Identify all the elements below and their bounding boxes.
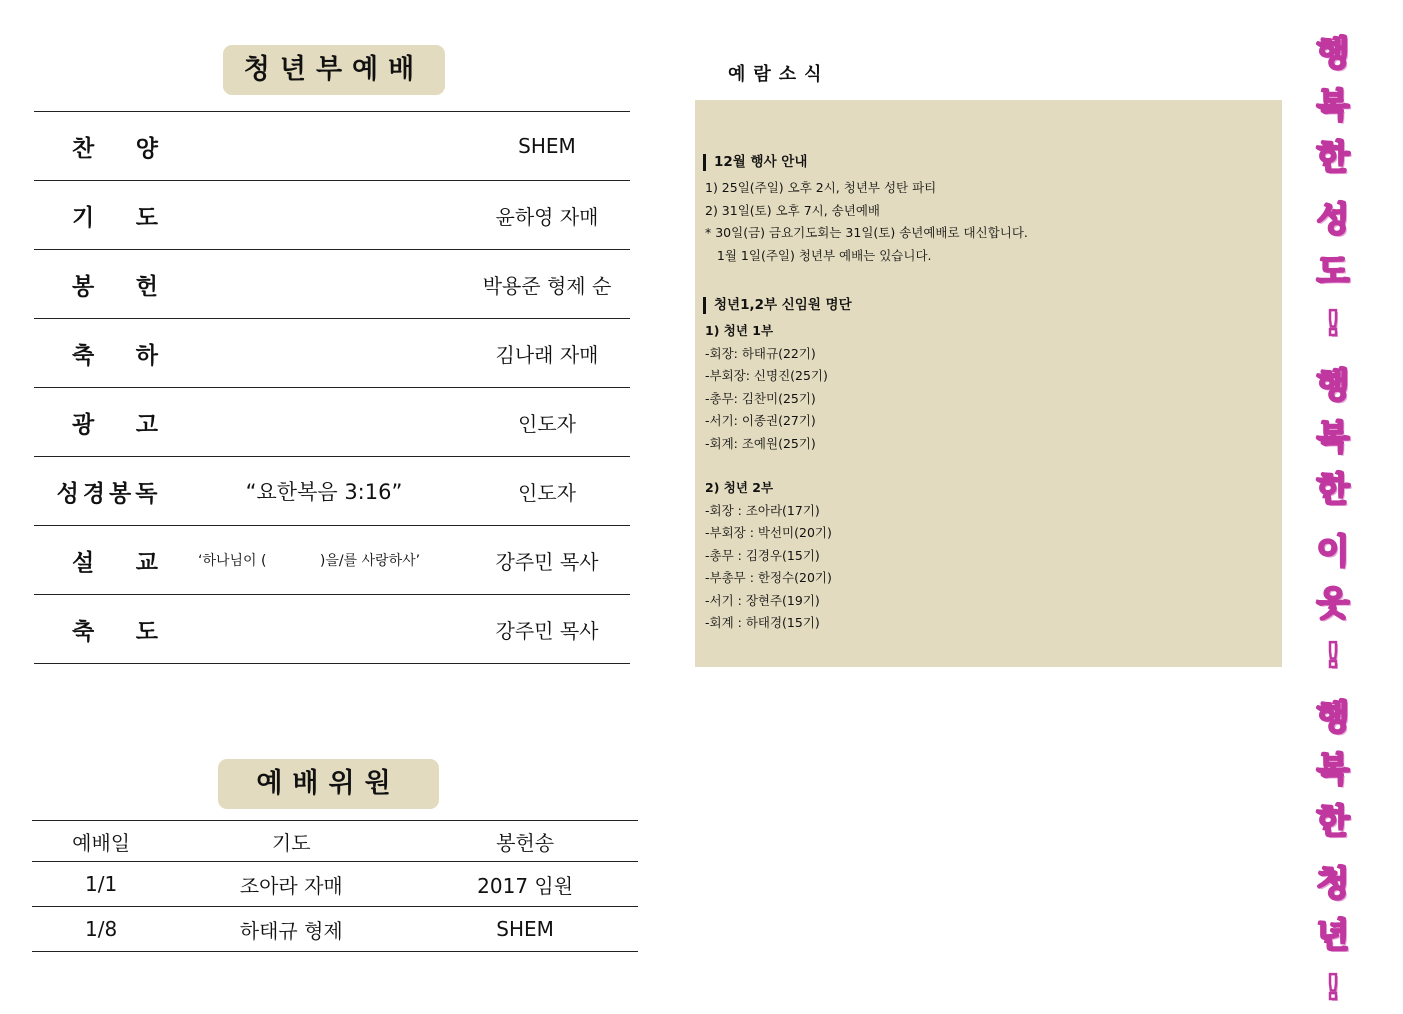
news-line: 1) 25일(주일) 오후 2시, 청년부 성탄 파티 [705,180,937,195]
order-label [34,268,184,301]
duty-prayer: 하태규 형제 [170,907,412,952]
news-line: -회장 : 조아라(17기) [705,502,820,518]
table-row [34,594,630,664]
duty-header-prayer: 기도 [170,821,412,862]
duty-prayer: 조아라 자매 [170,862,412,907]
order-label: 성경봉독 [56,480,162,507]
slogan-char: 복 [1316,750,1350,790]
news-line: -총무 : 김경우(15기) [705,547,820,563]
order-person: 강주민 목사 [495,618,599,643]
order-label-char: 양 [135,135,158,162]
order-label-char: 봉 [72,273,95,300]
slogan-char: 복 [1316,86,1350,126]
slogan-char: 청 [1316,864,1350,904]
news-line: -회계: 조예원(25기) [705,435,816,451]
slogan-vertical [1308,28,1358,1014]
table-row [34,180,630,249]
news-line: * 30일(금) 금요기도회는 31일(토) 송년예배로 대신합니다. [705,225,1028,240]
order-person: 김나래 자매 [495,342,599,367]
order-label-char: 도 [135,618,158,645]
order-label-char: 축 [72,618,95,645]
slogan-char: 웃 [1316,584,1350,624]
news-line: -부회장: 신명진(25기) [705,368,828,383]
table-row [34,387,630,456]
news-line: 2) 31일(토) 오후 7시, 송년예배 [705,202,880,218]
news-line: 1월 1일(주일) 청년부 예배는 있습니다. [705,247,932,263]
duty-header-date: 예배일 [32,821,170,862]
slogan-char: ! [1325,636,1341,676]
order-label-char: 기 [72,204,95,231]
table-row [32,862,638,907]
news-line: -회계 : 하태경(15기) [705,615,820,630]
order-label-char: 헌 [135,273,158,300]
slogan-char: 이 [1316,532,1350,572]
order-label-char: 교 [135,549,158,576]
duty-date: 1/1 [32,862,170,907]
news-heading: 예람소식 [728,64,830,85]
service-title: 청년부예배 [223,45,445,95]
order-label-char: 찬 [72,135,95,162]
news-section-title: 청년1,2부 신임원 명단 [703,297,1272,314]
order-label [34,613,184,646]
slogan-char: 한 [1316,138,1350,178]
table-row [34,111,630,180]
news-line: -부회장 : 박선미(20기) [705,525,832,540]
order-label-char: 축 [72,342,95,369]
order-label-char: 도 [135,204,158,231]
news-section-title: 12월 행사 안내 [703,154,1272,171]
duty-offering-song: 2017 임원 [412,862,638,907]
duty-table [32,820,638,952]
news-line: -회장: 하태규(22기) [705,345,816,361]
news-box [695,100,1282,667]
order-person: 강주민 목사 [495,549,599,574]
slogan-char: ! [1325,968,1341,1008]
service-order-table [34,111,630,664]
slogan-char: 한 [1316,802,1350,842]
order-person: SHEM [518,134,576,158]
order-person: 윤하영 자매 [495,204,599,229]
table-row [34,249,630,318]
slogan-char: 행 [1316,366,1350,406]
slogan-char: 복 [1316,418,1350,458]
duty-header-row [32,821,638,862]
order-label-char: 광 [72,411,95,438]
news-group-label: 2) 청년 2부 [705,480,774,495]
slogan-char: 도 [1316,252,1350,292]
duty-title: 예배위원 [218,759,439,809]
duty-date: 1/8 [32,907,170,952]
slogan-char: 한 [1316,470,1350,510]
order-label [34,544,184,577]
order-label [34,130,184,163]
order-detail: “요한복음 3:16” [245,480,403,504]
slogan-char: ! [1325,304,1341,344]
order-label-char: 설 [72,549,95,576]
table-row [34,456,630,525]
duty-offering-song: SHEM [412,907,638,952]
order-label-char: 하 [135,342,158,369]
order-label [34,337,184,370]
table-row [34,525,630,594]
news-line: -부총무 : 한정수(20기) [705,570,832,585]
news-line: -서기: 이종권(27기) [705,413,816,428]
slogan-char: 년 [1316,916,1350,956]
order-person: 인도자 [518,411,576,436]
order-label [34,406,184,439]
slogan-char: 행 [1316,34,1350,74]
slogan-char: 행 [1316,698,1350,738]
order-person: 박용준 형제 순 [482,273,612,298]
news-group-label: 1) 청년 1부 [705,323,774,338]
order-label-char: 고 [135,411,158,438]
order-label [34,199,184,232]
news-line: -총무: 김찬미(25기) [705,390,816,406]
order-detail: ‘하나님이 ( )을/를 사랑하사’ [198,553,421,569]
slogan-char: 성 [1316,200,1350,240]
table-row [34,318,630,387]
duty-header-offering-song: 봉헌송 [412,821,638,862]
news-line: -서기 : 장현주(19기) [705,592,820,608]
order-person: 인도자 [518,480,576,505]
table-row [32,907,638,952]
